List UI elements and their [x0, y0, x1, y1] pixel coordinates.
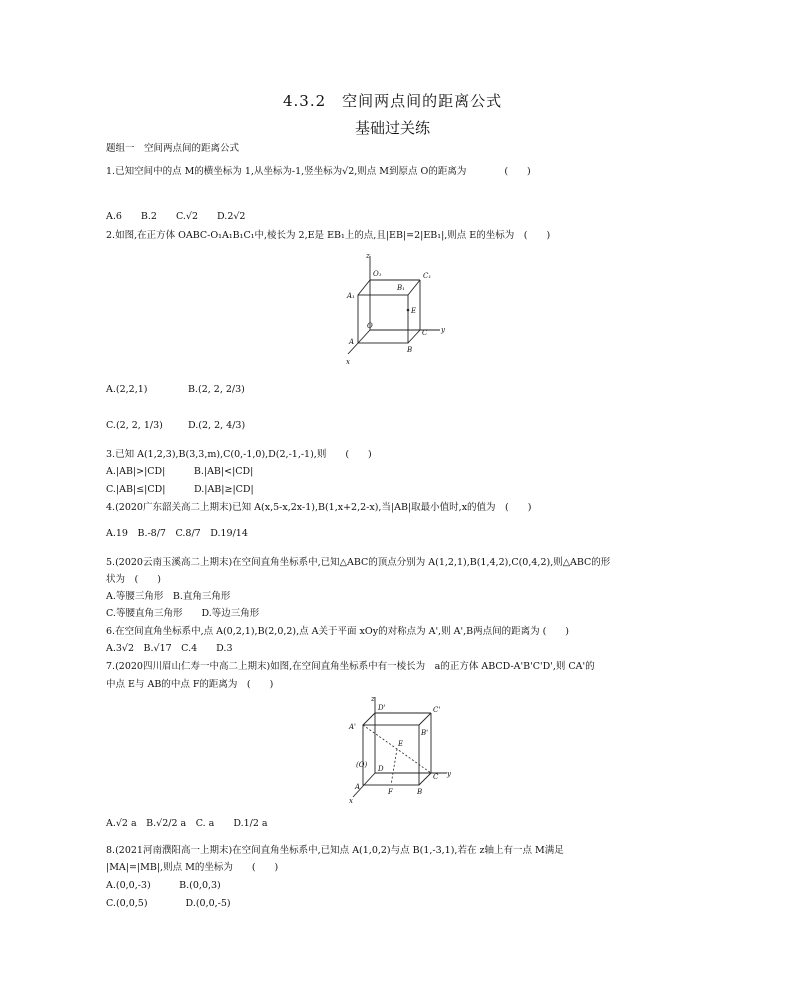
- question-7-stem-line-2: 中点 E与 AB的中点 F的距离为 ( ): [106, 679, 274, 690]
- fig1-label: C: [422, 329, 428, 337]
- cube-figure-1: [340, 250, 460, 370]
- question-3-options-cd: C.|AB|≤|CD| D.|AB|≥|CD|: [106, 484, 254, 495]
- question-2-stem: 2.如图,在正方体 OABC-O₁A₁B₁C₁中,棱长为 2,E是 EB₁上的点,且|EB|=2|EB₁|,则点 E的坐标为 ( ): [106, 230, 551, 241]
- fig1-label: B₁: [397, 284, 405, 292]
- fig1-label: C₁: [423, 272, 432, 280]
- fig2-label: z: [371, 695, 375, 703]
- fig2-label: D': [378, 704, 386, 712]
- fig2-label: C: [433, 773, 439, 781]
- fig1-label: A₁: [347, 292, 355, 300]
- question-2-option-a: A.(2,2,1): [106, 384, 148, 395]
- fig1-label: A: [349, 338, 355, 346]
- question-8-stem-line-2: |MA|=|MB|,则点 M的坐标为 ( ): [106, 862, 279, 873]
- question-8-options-ab: A.(0,0,-3) B.(0,0,3): [106, 880, 221, 891]
- fig1-label: O: [367, 322, 373, 330]
- fig1-label: O₁: [373, 270, 382, 278]
- question-7-stem-line-1: 7.(2020四川眉山仁寿一中高二上期末)如图,在空间直角坐标系中有一棱长为 a的正方体 ABCD-A'B'C'D',则 CA'的: [106, 661, 595, 672]
- question-4-stem: 4.(2020广东韶关高二上期末)已知 A(x,5-x,2x-1),B(1,x+2,2-x),当|AB|取最小值时,x的值为 ( ): [106, 502, 532, 513]
- question-7-options: A.√2 a B.√2/2 a C. a D.1/2 a: [106, 818, 268, 829]
- question-2-option-d: D.(2, 2, 4/3): [188, 420, 246, 431]
- fig2-label: A': [349, 723, 356, 731]
- section-heading: 题组一 空间两点间的距离公式: [106, 143, 240, 154]
- fig1-label: E: [411, 307, 417, 315]
- fig2-label: x: [349, 797, 353, 805]
- page-title: 4.3.2 空间两点间的距离公式: [283, 92, 503, 110]
- fig1-label: z: [366, 252, 370, 260]
- question-5-stem-line-1: 5.(2020云南玉溪高二上期末)在空间直角坐标系中,已知△ABC的顶点分别为 A(1,2,1),B(1,4,2),C(0,4,2),则△ABC的形: [106, 557, 611, 568]
- question-6-options: A.3√2 B.√17 C.4 D.3: [106, 643, 233, 654]
- question-1-options: A.6 B.2 C.√2 D.2√2: [106, 211, 246, 222]
- question-2-option-b: B.(2, 2, 2/3): [188, 384, 245, 395]
- fig2-label: E: [398, 740, 404, 748]
- fig2-label: F: [388, 788, 393, 796]
- fig2-label: D: [378, 765, 384, 773]
- question-2-option-c: C.(2, 2, 1/3): [106, 420, 163, 431]
- fig2-label: B: [417, 788, 423, 796]
- fig2-label: C': [433, 706, 441, 714]
- fig1-label: x: [346, 358, 350, 366]
- fig1-label: B: [407, 346, 413, 354]
- fig2-label: (O): [356, 761, 368, 769]
- fig1-label: y: [441, 326, 445, 334]
- question-5-options-cd: C.等腰直角三角形 D.等边三角形: [106, 608, 260, 619]
- question-8-options-cd: C.(0,0,5) D.(0,0,-5): [106, 898, 231, 909]
- question-5-stem-line-2: 状为 ( ): [106, 574, 161, 585]
- question-6-stem: 6.在空间直角坐标系中,点 A(0,2,1),B(2,0,2),点 A关于平面 xOy的对称点为 A',则 A',B两点间的距离为 ( ): [106, 626, 570, 637]
- question-3-stem: 3.已知 A(1,2,3),B(3,3,m),C(0,-1,0),D(2,-1,-1),则 ( ): [106, 449, 372, 460]
- fig2-label: y: [447, 770, 451, 778]
- fig2-label: A: [355, 783, 361, 791]
- question-8-stem-line-1: 8.(2021河南濮阳高一上期末)在空间直角坐标系中,已知点 A(1,0,2)与点 B(1,-3,1),若在 z轴上有一点 M满足: [106, 845, 564, 856]
- question-3-options-ab: A.|AB|>|CD| B.|AB|<|CD|: [106, 466, 254, 477]
- question-1-stem: 1.已知空间中的点 M的横坐标为 1,从坐标为-1,竖坐标为√2,则点 M到原点 O的距离为 ( ): [106, 166, 531, 177]
- point-e-marker: [407, 309, 410, 312]
- fig2-label: B': [421, 729, 429, 737]
- question-4-options: A.19 B.-8/7 C.8/7 D.19/14: [106, 528, 248, 539]
- cube-figure-2: [335, 693, 460, 805]
- question-5-options-ab: A.等腰三角形 B.直角三角形: [106, 591, 231, 602]
- page-subtitle: 基础过关练: [355, 119, 431, 137]
